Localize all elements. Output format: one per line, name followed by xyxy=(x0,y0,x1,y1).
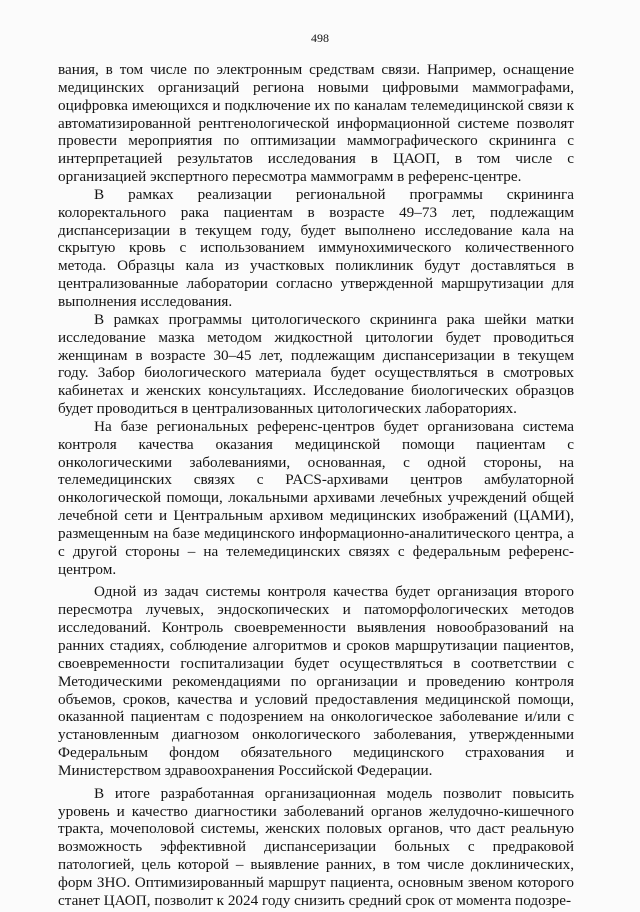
page-number: 498 xyxy=(311,31,329,45)
paragraph-5: Одной из задач системы контроля качества будет организация второго пересмотра лучевых, эндоскопических и патоморфологических методов исследований. Контроль своевременности выявления новообразований на ранних стадиях, соблюдение алгоритмов и сроков маршрутизации пациентов, своевременности госпитализации будет осуществляться в соответствии с Методическими рекомендациями по организации и проведению контроля объемов, сроков, качества и условий предоставления медицинской помощи, оказанной пациентам с подозрением на онкологическое заболевание и/или с установленным диагнозом онкологического заболевания, утвержденными Федеральным фондом обязательного медицинского страхования и Министерством здравоохранения Российской Федерации. xyxy=(58,583,574,779)
paragraph-1: вания, в том числе по электронным средствам связи. Например, оснащение медицинских организаций региона новыми цифровыми маммографами, оцифровка имеющихся и подключение их по каналам телемедицинской связи к автоматизированной рентгенологической информационной системе позволят провести мероприятия по оптимизации маммографического скрининга с интерпретацией результатов исследования в ЦАОП, в том числе с организацией экспертного пересмотра маммограмм в референс-центре. xyxy=(58,61,574,186)
body-text xyxy=(58,61,574,910)
paragraph-2: В рамках реализации региональной программы скрининга колоректального рака пациентам в возрасте 49–73 лет, подлежащим диспансеризации в текущем году, будет выполнено исследование кала на скрытую кровь с использованием иммунохимического количественного метода. Образцы кала из участковых поликлиник будут доставляться в централизованные лаборатории согласно утвержденной маршрутизации для выполнения исследования. xyxy=(58,185,574,310)
paragraph-4: На базе региональных референс-центров будет организована система контроля качества оказания медицинской помощи пациентам с онкологическими заболеваниями, основанная, с одной стороны, на телемедицинских связях с PACS-архивами центров амбулаторной онкологической помощи, локальными архивами лечебных учреждений общей лечебной сети и Центральным архивом медицинских изображений (ЦАМИ), размещенным на базе медицинского информационно-аналитического центра, а с другой стороны – на телемедицинских связях с федеральным референс-центром. xyxy=(58,417,574,578)
paragraph-6: В итоге разработанная организационная модель позволит повысить уровень и качество диагностики заболеваний органов желудочно-кишечного тракта, мочеполовой системы, женских половых органов, что даст реальную возможность эффективной диспансеризации больных с предраковой патологией, цель которой – выявление ранних, в том числе доклинических, форм ЗНО. Оптимизированный маршрут пациента, основным звеном которого станет ЦАОП, позволит к 2024 году снизить средний срок от момента подозре- xyxy=(58,784,574,909)
paragraph-3: В рамках программы цитологического скрининга рака шейки матки исследование мазка методом жидкостной цитологии будет проводиться женщинам в возрасте 30–45 лет, подлежащим диспансеризации в текущем году. Забор биологического материала будет осуществляться в смотровых кабинетах и женских консультациях. Исследование биологических образцов будет проводиться в централизованных цитологических лабораториях. xyxy=(58,310,574,418)
